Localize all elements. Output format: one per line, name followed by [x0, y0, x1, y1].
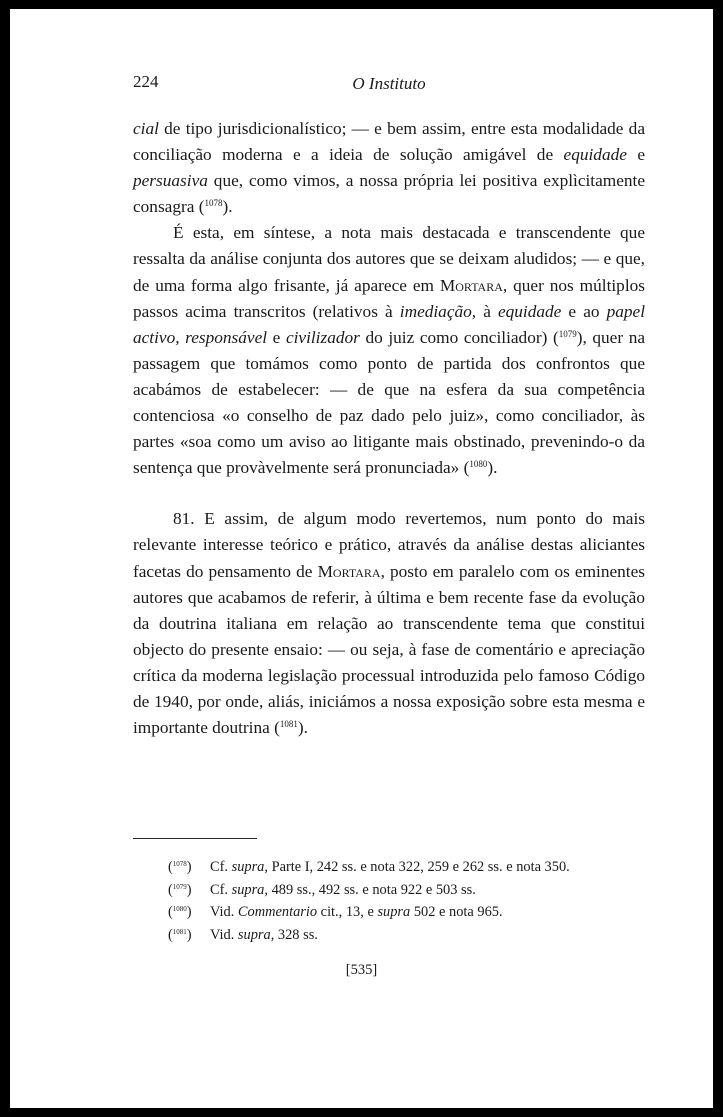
- footnote-ref[interactable]: 1079: [558, 328, 577, 339]
- footnote: ($^{1078}$) Cf. supra, Parte I, 242 ss. e nota 322, 259 e 262 ss. e nota 350.: [168, 859, 570, 875]
- paragraph-2: É esta, em síntese, a nota mais destacada e transcendente que ressalta da análise conjunta dos autores que se deixam aludidos; — e que, de uma forma algo frisante, já aparece em Mortara, quer nos múltiplos passos acima transcritos (relativos à imediação, à equidade e ao papel activo, responsável e civilizador do juiz como conciliador) ($^{1079}$), quer na passagem que tomámos como ponto de partida dos confrontos que acabámos de estabelecer: — de que na esfera da sua competência contenciosa «o conselho de paz dado pelo juiz», como conciliador, às partes «soa como um aviso ao litigante mais obstinado, prevenindo-o da sentença que provàvelmente será pronunciada» ($^{1080}$).: [133, 223, 646, 478]
- running-title: O Instituto: [352, 74, 426, 93]
- footnote-separator: [133, 838, 257, 839]
- author-name: Mortara: [317, 561, 381, 581]
- author-name: Mortara: [439, 275, 503, 295]
- footnote: ($^{1079}$) Cf. supra, 489 ss., 492 ss. e nota 922 e 503 ss.: [168, 881, 476, 898]
- main-text: [133, 116, 645, 741]
- page-number: 224: [133, 72, 159, 91]
- footnote: ($^{1081}$) Vid. supra, 328 ss.: [168, 926, 318, 943]
- paragraph-3: 81. E assim, de algum modo revertemos, num ponto do mais relevante interesse teórico e prático, através da análise destas aliciantes facetas do pensamento de Mortara, posto em paralelo com os eminentes autores que acabamos de referir, à última e bem recente fase da evolução da doutrina italiana em relação ao transcendente tema que constitui objecto do presente ensaio: — ou seja, à fase de comentário e apreciação crítica da moderna legislação processual introduzida pelo famoso Código de 1940, por onde, aliás, iniciámos a nossa exposição sobre esta mesma e importante doutrina ($^{1081}$).: [133, 509, 645, 738]
- footnote-ref[interactable]: 1081: [279, 719, 298, 730]
- paragraph-1: cial de tipo jurisdicionalístico; — e bem assim, entre esta modalidade da conciliação moderna e a ideia de solução amigável de equidade e persuasiva que, como vimos, a nossa própria lei positiva explìcitamente consagra ($^{1078}$).: [133, 119, 645, 217]
- footnote-ref[interactable]: 1080: [469, 459, 488, 470]
- footnote: ($^{1080}$) Vid. Commentario cit., 13, e supra 502 e nota 965.: [168, 904, 503, 920]
- footnote-ref[interactable]: 1078: [204, 198, 223, 209]
- running-header: [133, 72, 645, 94]
- footnotes: [168, 856, 648, 946]
- page-footer-reference: [535]: [345, 962, 378, 978]
